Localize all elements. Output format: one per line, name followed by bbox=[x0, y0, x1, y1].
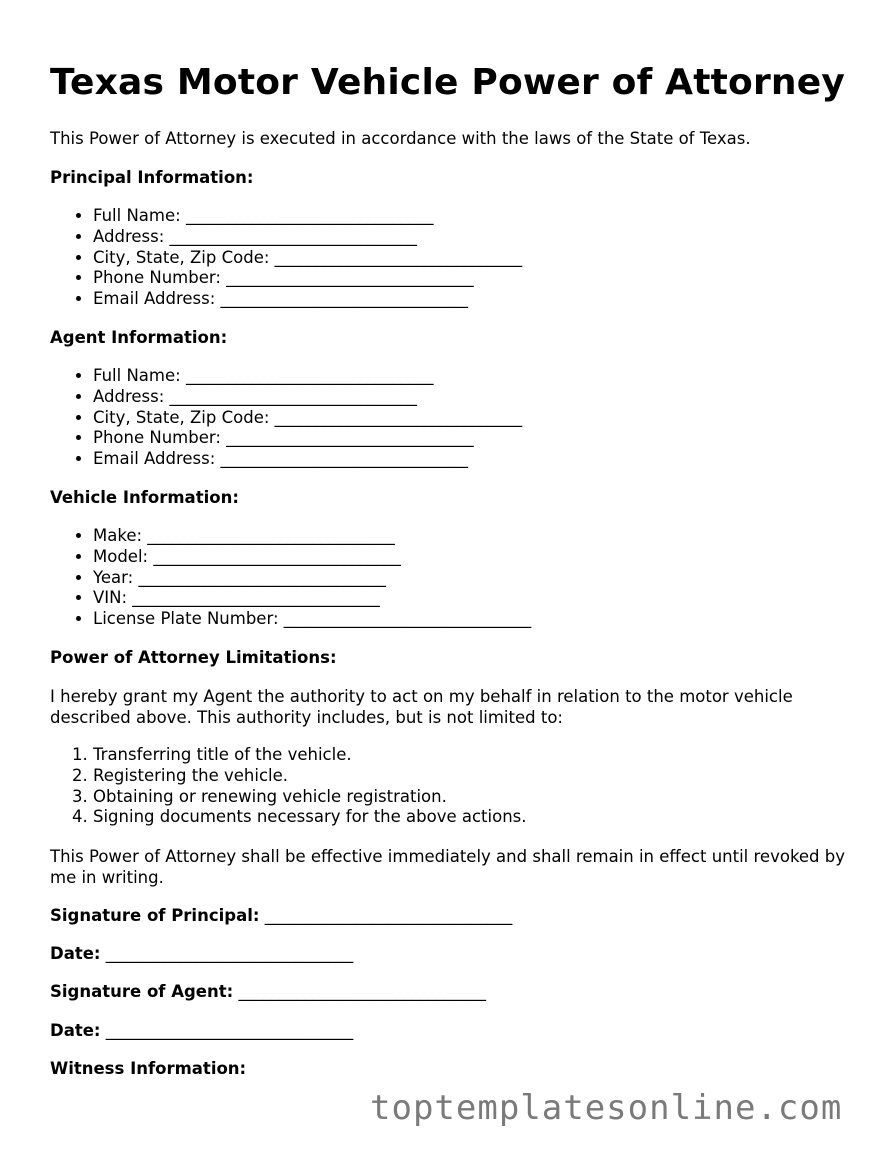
list-item-address: • Address: ______________________________ bbox=[93, 227, 522, 248]
principal-signature-blank: ______________________________ bbox=[264, 906, 513, 925]
list-item-email: • Email Address: ______________________________ bbox=[93, 449, 522, 470]
date-blank: ______________________________ bbox=[105, 944, 354, 963]
date-line-1 bbox=[50, 943, 353, 964]
limitations-list bbox=[50, 745, 527, 828]
effective-paragraph: This Power of Attorney shall be effective immediately and shall remain in effect until revoked by me in writing. bbox=[50, 847, 846, 887]
list-item-model: • Model: ______________________________ bbox=[93, 547, 531, 568]
date-line-2 bbox=[50, 1020, 353, 1041]
list-item-make: • Make: ______________________________ bbox=[93, 526, 531, 547]
agent-signature-blank: ______________________________ bbox=[238, 982, 486, 1001]
list-item: 4. Signing documents necessary for the above actions. bbox=[93, 807, 527, 828]
list-item: 1. Transferring title of the vehicle. bbox=[93, 745, 527, 766]
date-label: Date: bbox=[50, 1021, 101, 1040]
list-item: 3. Obtaining or renewing vehicle registration. bbox=[93, 787, 527, 808]
agent-list bbox=[50, 366, 522, 470]
limitations-paragraph: I hereby grant my Agent the authority to act on my behalf in relation to the motor vehicle described above. This authority includes, but is not limited to: bbox=[50, 687, 793, 727]
vehicle-heading: Vehicle Information: bbox=[50, 488, 239, 507]
date-label: Date: bbox=[50, 944, 101, 963]
agent-heading: Agent Information: bbox=[50, 328, 228, 347]
date-blank: ______________________________ bbox=[105, 1021, 354, 1040]
principal-list bbox=[50, 206, 522, 310]
document-title: Texas Motor Vehicle Power of Attorney bbox=[50, 62, 846, 103]
list-item-address: • Address: ______________________________ bbox=[93, 387, 522, 408]
agent-signature-label: Signature of Agent: bbox=[50, 982, 234, 1001]
witness-heading: Witness Information: bbox=[50, 1059, 247, 1078]
list-item-email: • Email Address: ______________________________ bbox=[93, 289, 522, 310]
list-item-license-plate: • License Plate Number: ______________________________ bbox=[93, 609, 531, 630]
principal-signature-line bbox=[50, 905, 512, 926]
list-item-vin: • VIN: ______________________________ bbox=[93, 588, 531, 609]
principal-heading: Principal Information: bbox=[50, 168, 254, 187]
watermark-text: toptemplatesonline.com bbox=[370, 1088, 843, 1128]
agent-signature-line bbox=[50, 981, 486, 1002]
list-item-city-state-zip: • City, State, Zip Code: ______________________________ bbox=[93, 248, 522, 269]
principal-signature-label: Signature of Principal: bbox=[50, 906, 260, 925]
limitations-heading: Power of Attorney Limitations: bbox=[50, 648, 337, 667]
list-item-year: • Year: ______________________________ bbox=[93, 568, 531, 589]
list-item-full-name: • Full Name: ______________________________ bbox=[93, 206, 522, 227]
list-item-phone: • Phone Number: ______________________________ bbox=[93, 428, 522, 449]
list-item-full-name: • Full Name: ______________________________ bbox=[93, 366, 522, 387]
list-item-phone: • Phone Number: ______________________________ bbox=[93, 268, 522, 289]
intro-text: This Power of Attorney is executed in accordance with the laws of the State of Texas. bbox=[50, 129, 751, 148]
vehicle-list bbox=[50, 526, 531, 630]
list-item-city-state-zip: • City, State, Zip Code: ______________________________ bbox=[93, 408, 522, 429]
list-item: 2. Registering the vehicle. bbox=[93, 766, 527, 787]
